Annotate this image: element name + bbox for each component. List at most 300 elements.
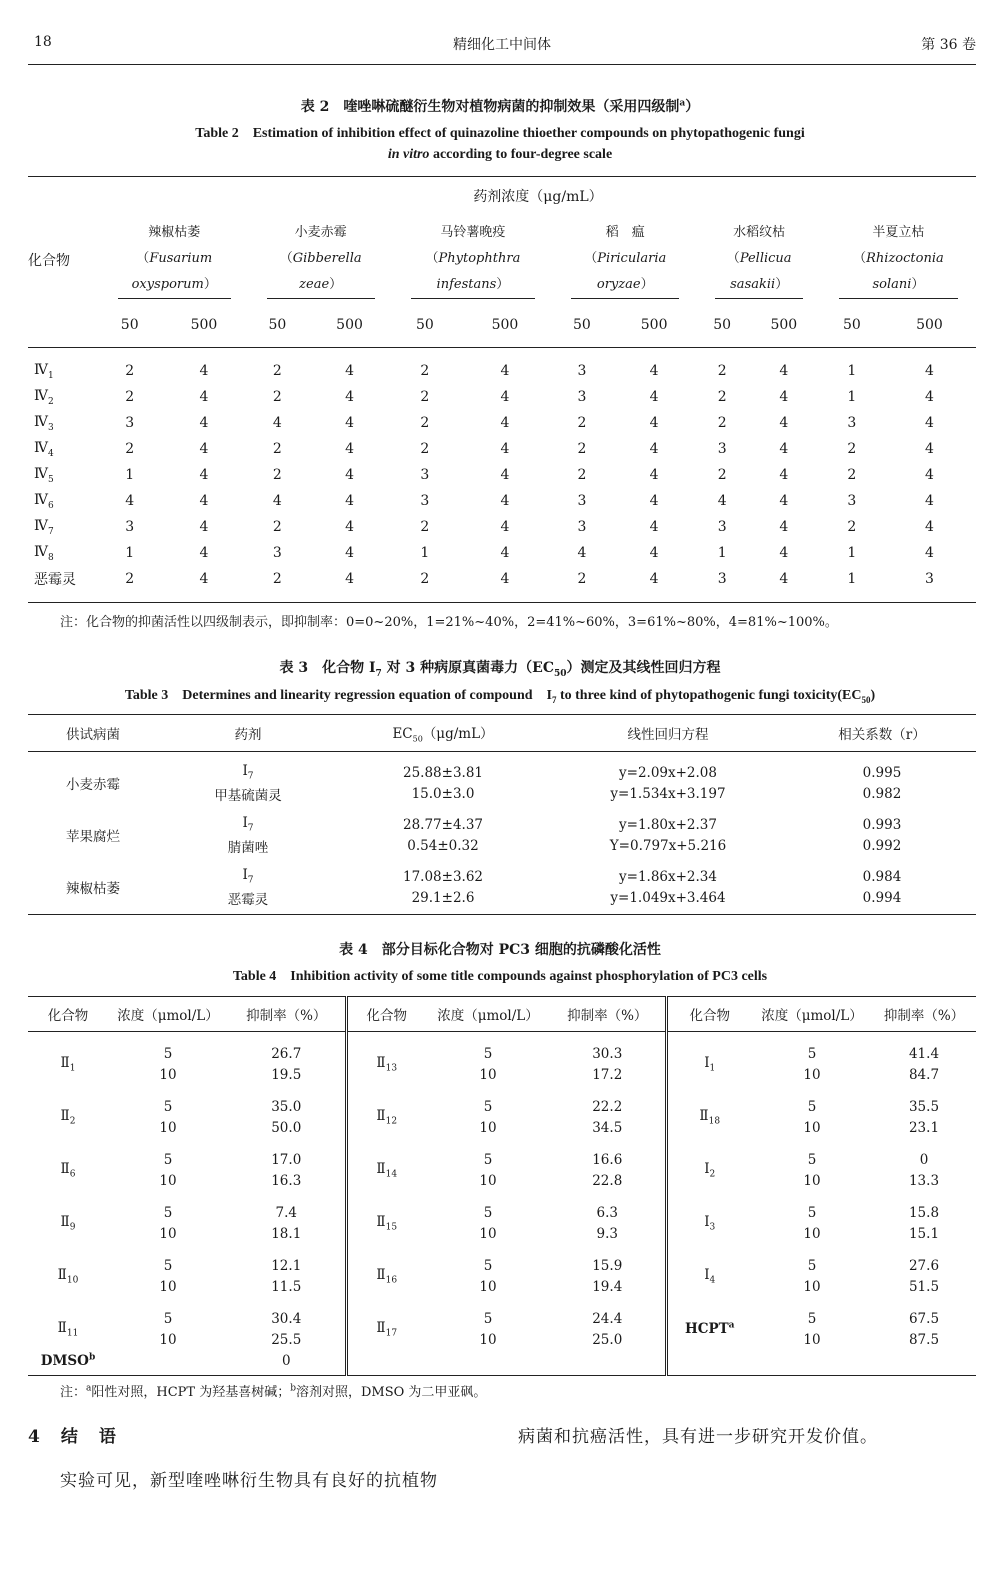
inhibition-value: 24.4 — [550, 1308, 666, 1329]
concentration-value: 10 — [479, 1066, 497, 1083]
regression-equation: y=2.09x+2.08 — [619, 764, 717, 781]
inhibition-value: 19.5 — [228, 1064, 346, 1085]
header-concentration: 浓度（μmol/L） — [752, 997, 872, 1032]
agent-name: $I_7$ — [242, 815, 254, 834]
score-cell: 2 — [125, 571, 135, 587]
inhibition-value: 34.5 — [550, 1117, 666, 1138]
score-cell: 3 — [577, 519, 587, 535]
concentration-value: 5 — [807, 1098, 817, 1115]
inhibition-value: 22.2 — [550, 1096, 666, 1117]
score-cell: 1 — [847, 571, 857, 587]
header-compound: 化合物 — [666, 997, 752, 1032]
score-cell: 4 — [199, 415, 209, 431]
score-cell: 2 — [717, 363, 727, 379]
score-cell: 2 — [717, 415, 727, 431]
score-cell: 4 — [500, 389, 510, 405]
compound-name: $Ⅱ_{14}$ — [376, 1160, 398, 1180]
score-cell: 2 — [847, 441, 857, 457]
table-row — [28, 1202, 976, 1223]
dose-high: 500 — [457, 303, 553, 348]
inhibition-value: 15.8 — [908, 1204, 940, 1221]
score-cell: 4 — [717, 493, 727, 509]
correlation-r: 0.993 — [862, 816, 902, 833]
table-row — [28, 540, 976, 566]
score-cell: 2 — [847, 467, 857, 483]
score-cell: 4 — [779, 493, 789, 509]
table-row — [28, 1223, 976, 1244]
score-cell: 4 — [779, 545, 789, 561]
table-row — [28, 566, 976, 592]
header-agent: 药剂 — [158, 715, 338, 752]
score-cell: 4 — [649, 571, 659, 587]
header-concentration: 浓度（μmol/L） — [108, 997, 228, 1032]
compound-name: $I_1$ — [704, 1054, 716, 1074]
compound-name: $Ⅱ_1$ — [60, 1054, 76, 1074]
fungus-cn: 半夏立枯 — [872, 224, 925, 240]
compound-name: $I_4$ — [704, 1266, 716, 1286]
table3-caption-en: Table 3 Determines and linearity regression equation of compound $I_7$ to three kind of phytopathogenic fungi $toxicity(EC_{50})$ — [124, 688, 876, 705]
concentration-value: 10 — [479, 1331, 497, 1348]
score-cell: 4 — [649, 519, 659, 535]
score-cell: 2 — [717, 389, 727, 405]
table3-body — [28, 752, 976, 915]
concentration-value: 5 — [807, 1310, 817, 1327]
score-cell: 2 — [272, 441, 282, 457]
inhibition-value: 17.2 — [550, 1064, 666, 1085]
table2 — [28, 176, 976, 603]
volume-label: 第 36 卷 — [921, 37, 976, 53]
inhibition-value: 9.3 — [550, 1223, 666, 1244]
fungi-header-row — [28, 215, 976, 303]
fungus-header — [821, 215, 976, 303]
score-cell: 2 — [125, 441, 135, 457]
concentration-value: 10 — [159, 1172, 177, 1189]
table-row — [28, 410, 976, 436]
inhibition-value: 35.5 — [908, 1098, 940, 1115]
dose-low: 50 — [553, 303, 611, 348]
inhibition-value: 19.4 — [550, 1276, 666, 1297]
compound-name: $Ⅱ_{10}$ — [57, 1266, 79, 1286]
score-cell: 2 — [420, 441, 430, 457]
fungus-name: 苹果腐烂 — [66, 829, 120, 845]
header-equation: 线性回归方程 — [548, 715, 788, 752]
fungus-header — [697, 215, 820, 303]
score-cell: 4 — [577, 545, 587, 561]
score-cell: 2 — [420, 389, 430, 405]
score-cell: 4 — [345, 415, 354, 431]
score-cell: 4 — [500, 545, 510, 561]
header-inhibition-rate: 抑制率（%） — [550, 997, 666, 1032]
dmso-row — [28, 1350, 976, 1371]
compound-name: $Ⅳ_4$ — [34, 439, 54, 459]
compound-name: $I_3$ — [704, 1213, 716, 1233]
dose-high: 500 — [159, 303, 248, 348]
page-number: 18 — [34, 34, 52, 50]
fungus-sci2: solani） — [872, 276, 925, 292]
compound-name: $Ⅳ_6$ — [34, 491, 54, 511]
score-cell: 4 — [500, 493, 510, 509]
table-row — [28, 1096, 976, 1117]
fungus-sci1: （Piricularia — [584, 250, 667, 266]
table4-body — [28, 1032, 976, 1376]
score-cell: 2 — [577, 415, 587, 431]
score-cell: 1 — [717, 545, 727, 561]
score-cell: 4 — [500, 519, 510, 535]
score-cell: 4 — [500, 467, 510, 483]
inhibition-value: 51.5 — [908, 1278, 940, 1295]
header-inhibition-rate: 抑制率（%） — [872, 997, 976, 1032]
fungus-header — [100, 215, 249, 303]
fungus-cn: 辣椒枯萎 — [148, 224, 201, 240]
score-cell: 4 — [649, 493, 659, 509]
score-cell: 4 — [500, 363, 510, 379]
score-cell: 2 — [272, 519, 282, 535]
table-row — [28, 814, 976, 835]
score-cell: 2 — [577, 571, 587, 587]
fungus-cn: 小麦赤霉 — [294, 224, 347, 240]
regression-equation: y=1.86x+2.34 — [619, 868, 717, 885]
score-cell: 4 — [924, 415, 934, 431]
score-cell: 4 — [199, 571, 209, 587]
concentration-value: 10 — [159, 1066, 177, 1083]
concentration-value: 10 — [479, 1172, 497, 1189]
fungus-sci2: oxysporum） — [131, 276, 217, 292]
regression-equation: Y=0.797x+5.216 — [609, 837, 727, 854]
concentration-value: 10 — [159, 1278, 177, 1295]
regression-equation: y=1.049x+3.464 — [610, 889, 726, 906]
concentration-value: 5 — [807, 1151, 817, 1168]
inhibition-value: 26.7 — [228, 1043, 346, 1064]
score-cell: 2 — [847, 519, 857, 535]
inhibition-value: 22.8 — [550, 1170, 666, 1191]
inhibition-value: 30.4 — [228, 1308, 346, 1329]
score-cell: 4 — [500, 571, 510, 587]
table-row — [28, 1329, 976, 1350]
compound-name: $Ⅱ_{18}$ — [699, 1107, 721, 1127]
score-cell: 4 — [125, 493, 135, 509]
score-cell: 3 — [717, 441, 727, 457]
agent-name: $I_7$ — [242, 867, 254, 886]
header-compound: 化合物 — [346, 997, 426, 1032]
score-cell: 4 — [199, 441, 209, 457]
concentration-value: 5 — [483, 1257, 493, 1274]
score-cell: 4 — [199, 493, 209, 509]
table-row — [28, 762, 976, 783]
compound-name: $Ⅱ_6$ — [60, 1160, 76, 1180]
score-cell: 4 — [649, 545, 659, 561]
correlation-r: 0.984 — [862, 868, 902, 885]
score-cell: 2 — [125, 363, 135, 379]
table2-body — [28, 358, 976, 592]
agent-name: 恶霉灵 — [227, 891, 269, 908]
score-cell: 4 — [345, 467, 354, 483]
compound-name: $Ⅳ_5$ — [34, 465, 54, 485]
score-cell: 4 — [649, 441, 659, 457]
table-row — [28, 436, 976, 462]
concentration-value: 10 — [479, 1278, 497, 1295]
table-row — [28, 1170, 976, 1191]
concentration-value: 5 — [483, 1204, 493, 1221]
score-cell: 1 — [847, 363, 857, 379]
dose-low: 50 — [393, 303, 457, 348]
score-cell: 4 — [345, 493, 354, 509]
header-inhibition-rate: 抑制率（%） — [228, 997, 346, 1032]
correlation-r: 0.995 — [862, 764, 902, 781]
section-title: 4 结 语 — [28, 1427, 118, 1447]
score-cell: 3 — [717, 519, 727, 535]
table2-caption-cn: 表 2 喹唑啉硫醚衍生物对植物病菌的抑制效果（采用四级制$^a$） — [300, 98, 700, 115]
compound-name: HCPT$^a$ — [684, 1320, 735, 1338]
compound-name: $Ⅱ_{11}$ — [57, 1319, 79, 1339]
dose-low: 50 — [697, 303, 746, 348]
header-ec50: $EC_{50}(\mu g/mL)$ — [338, 715, 548, 752]
concentration-value: 5 — [483, 1098, 493, 1115]
inhibition-value: 25.0 — [550, 1329, 666, 1350]
inhibition-value: 0 — [919, 1151, 929, 1168]
table-row — [28, 887, 976, 908]
score-cell: 4 — [779, 519, 789, 535]
ec50-value: 15.0±3.0 — [411, 785, 475, 802]
journal-name: 精细化工中间体 — [453, 37, 551, 53]
compound-name: $Ⅳ_3$ — [34, 413, 54, 433]
concentration-value: 10 — [803, 1066, 821, 1083]
dose-high: 500 — [611, 303, 698, 348]
score-cell: 4 — [779, 441, 789, 457]
concentration-value: 5 — [483, 1151, 493, 1168]
dose-high: 500 — [883, 303, 976, 348]
inhibition-value: 50.0 — [228, 1117, 346, 1138]
score-cell: 1 — [125, 545, 135, 561]
fungus-header — [553, 215, 697, 303]
score-cell: 3 — [125, 415, 135, 431]
table3-header-row — [28, 715, 976, 752]
fungus-sci1: （Pellicua — [726, 250, 792, 266]
table-row — [28, 1149, 976, 1170]
header-r: 相关系数（r） — [788, 715, 976, 752]
inhibition-value: 17.0 — [228, 1149, 346, 1170]
compound-name: $Ⅳ_2$ — [34, 387, 54, 407]
score-cell: 3 — [125, 519, 135, 535]
inhibition-value: 6.3 — [550, 1202, 666, 1223]
agent-name: $I_7$ — [242, 763, 254, 782]
ec50-value: 25.88±3.81 — [402, 764, 484, 781]
score-cell: 3 — [577, 493, 587, 509]
score-cell: 3 — [272, 545, 282, 561]
score-cell: 2 — [420, 571, 430, 587]
score-cell: 4 — [345, 519, 354, 535]
score-cell: 2 — [577, 441, 587, 457]
fungus-sci1: （Phytophthra — [425, 250, 521, 266]
compound-name: $Ⅱ_{13}$ — [376, 1054, 398, 1074]
ec50-value: 17.08±3.62 — [402, 868, 484, 885]
concentration-header: 药剂浓度（μg/mL） — [473, 189, 603, 205]
fungus-header — [393, 215, 553, 303]
compound-name: $Ⅳ_7$ — [34, 517, 54, 537]
score-cell: 4 — [345, 389, 354, 405]
concentration-value: 10 — [159, 1331, 177, 1348]
score-cell: 2 — [272, 389, 282, 405]
table4-caption-en: Table 4 Inhibition activity of some title compounds against phosphorylation of PC3 cells — [232, 969, 768, 984]
table-row — [28, 1043, 976, 1064]
score-cell: 4 — [272, 493, 282, 509]
score-cell: 4 — [779, 467, 789, 483]
concentration-value: 10 — [803, 1331, 821, 1348]
score-cell: 1 — [847, 389, 857, 405]
header-concentration: 浓度（μmol/L） — [426, 997, 550, 1032]
concentration-value: 5 — [163, 1098, 173, 1115]
inhibition-value: 16.6 — [550, 1149, 666, 1170]
fungus-sci2: oryzae） — [596, 276, 654, 292]
table-row — [28, 1255, 976, 1276]
inhibition-value: 15.9 — [550, 1255, 666, 1276]
inhibition-value: 23.1 — [908, 1119, 940, 1136]
score-cell: 2 — [272, 363, 282, 379]
score-cell: 1 — [847, 545, 857, 561]
table-row — [28, 384, 976, 410]
score-cell: 4 — [345, 363, 354, 379]
table2-note: 注：化合物的抑菌活性以四级制表示，即抑制率：0=0~20%，1=21%~40%，2=41%~60%，3=61%~80%，4=81%~100%。 — [60, 615, 838, 630]
table2-caption-en-line2: in vitro according to four-degree scale — [387, 147, 613, 162]
compound-name: $Ⅱ_{12}$ — [376, 1107, 398, 1127]
score-cell: 2 — [577, 467, 587, 483]
table4-caption-cn: 表 4 部分目标化合物对 PC3 细胞的抗磷酸化活性 — [339, 942, 661, 958]
fungus-sci2: sasakii） — [730, 276, 789, 292]
table-row — [28, 358, 976, 384]
score-cell: 4 — [199, 363, 209, 379]
concentration-value: 5 — [163, 1257, 173, 1274]
concentration-value: 5 — [163, 1204, 173, 1221]
compound-name: $Ⅱ_9$ — [60, 1213, 76, 1233]
score-cell: 4 — [649, 415, 659, 431]
inhibition-value: 41.4 — [908, 1045, 940, 1062]
score-cell: 4 — [500, 441, 510, 457]
inhibition-value: 87.5 — [908, 1331, 940, 1348]
score-cell: 4 — [649, 389, 659, 405]
score-cell: 4 — [345, 441, 354, 457]
score-cell: 4 — [924, 519, 934, 535]
compound-name: $Ⅳ_8$ — [34, 543, 54, 563]
score-cell: 2 — [717, 467, 727, 483]
concentration-value: 10 — [803, 1225, 821, 1242]
ec50-value: 28.77±4.37 — [402, 816, 484, 833]
table3 — [28, 714, 976, 915]
inhibition-value: 30.3 — [550, 1043, 666, 1064]
score-cell: 4 — [345, 571, 354, 587]
score-cell: 4 — [779, 363, 789, 379]
score-cell: 1 — [420, 545, 430, 561]
score-cell: 4 — [345, 545, 354, 561]
inhibition-value: 27.6 — [908, 1257, 940, 1274]
score-cell: 3 — [420, 493, 430, 509]
agent-name: 腈菌唑 — [227, 839, 269, 856]
table-row — [28, 462, 976, 488]
table-row — [28, 1308, 976, 1329]
score-cell: 4 — [779, 571, 789, 587]
score-cell: 2 — [420, 363, 430, 379]
compound-name: $I_2$ — [704, 1160, 716, 1180]
compound-name: 恶霉灵 — [34, 572, 76, 588]
fungus-sci2: infestans） — [436, 276, 510, 292]
table4-header-row — [28, 997, 976, 1032]
score-cell: 4 — [779, 389, 789, 405]
inhibition-value: 12.1 — [228, 1255, 346, 1276]
concentration-value: 10 — [479, 1119, 497, 1136]
fungus-name: 小麦赤霉 — [66, 777, 120, 793]
score-cell: 4 — [199, 467, 209, 483]
inhibition-value: 84.7 — [908, 1066, 940, 1083]
inhibition-value: 16.3 — [228, 1170, 346, 1191]
inhibition-value: 67.5 — [908, 1310, 940, 1327]
score-cell: 2 — [272, 467, 282, 483]
score-cell: 1 — [125, 467, 135, 483]
dmso-name: DMSO$^b$ — [40, 1352, 96, 1369]
concentration-value: 5 — [483, 1045, 493, 1062]
regression-equation: y=1.534x+3.197 — [610, 785, 726, 802]
concentration-value: 10 — [159, 1225, 177, 1242]
inhibition-value: 18.1 — [228, 1223, 346, 1244]
score-cell: 4 — [649, 467, 659, 483]
concentration-value: 10 — [803, 1119, 821, 1136]
score-cell: 2 — [420, 415, 430, 431]
table-row — [28, 783, 976, 804]
concentration-value: 10 — [479, 1225, 497, 1242]
fungus-cn: 稻 瘟 — [605, 224, 645, 240]
concentration-value: 5 — [163, 1310, 173, 1327]
score-cell: 4 — [199, 545, 209, 561]
table-row — [28, 1064, 976, 1085]
ec50-value: 0.54±0.32 — [407, 837, 479, 854]
correlation-r: 0.994 — [862, 889, 902, 906]
score-cell: 4 — [924, 467, 934, 483]
score-cell: 3 — [577, 363, 587, 379]
dose-low: 50 — [100, 303, 159, 348]
table-row — [28, 514, 976, 540]
table3-caption-cn: 表 3 化合物 $I_7$ 对 3 种病原真菌毒力$(EC_{50})$测定及其线性回归方程 — [279, 660, 721, 679]
table-row — [28, 488, 976, 514]
dmso-value: 0 — [228, 1350, 346, 1371]
conclusion-paragraph-right: 病菌和抗癌活性，具有进一步研究开发价值。 — [518, 1427, 878, 1447]
score-cell: 3 — [420, 467, 430, 483]
score-cell: 4 — [500, 415, 510, 431]
score-cell: 4 — [924, 493, 934, 509]
header-compound: 化合物 — [28, 997, 108, 1032]
score-cell: 4 — [649, 363, 659, 379]
concentration-value: 5 — [163, 1045, 173, 1062]
correlation-r: 0.992 — [862, 837, 902, 854]
fungus-header — [249, 215, 393, 303]
fungus-sci1: （Rhizoctonia — [853, 250, 944, 266]
score-cell: 4 — [924, 389, 934, 405]
conclusion-paragraph-left: 实验可见，新型喹唑啉衍生物具有良好的抗植物 — [60, 1471, 438, 1491]
concentration-value: 5 — [807, 1257, 817, 1274]
concentration-value: 5 — [807, 1045, 817, 1062]
dose-low: 50 — [249, 303, 307, 348]
concentration-value: 5 — [163, 1151, 173, 1168]
score-cell: 4 — [199, 519, 209, 535]
score-cell: 4 — [199, 389, 209, 405]
compound-header: 化合物 — [28, 253, 70, 269]
compound-name: $Ⅱ_{15}$ — [376, 1213, 398, 1233]
score-cell: 2 — [125, 389, 135, 405]
table-row — [28, 1276, 976, 1297]
table2-caption-en: Table 2 Estimation of inhibition effect of quinazoline thioether compounds on phytopathogenic fungi — [195, 126, 805, 141]
concentration-value: 10 — [803, 1172, 821, 1189]
compound-name: $Ⅱ_2$ — [60, 1107, 76, 1127]
score-cell: 3 — [577, 389, 587, 405]
dose-high: 500 — [747, 303, 821, 348]
score-cell: 4 — [924, 441, 934, 457]
inhibition-value: 13.3 — [908, 1172, 940, 1189]
